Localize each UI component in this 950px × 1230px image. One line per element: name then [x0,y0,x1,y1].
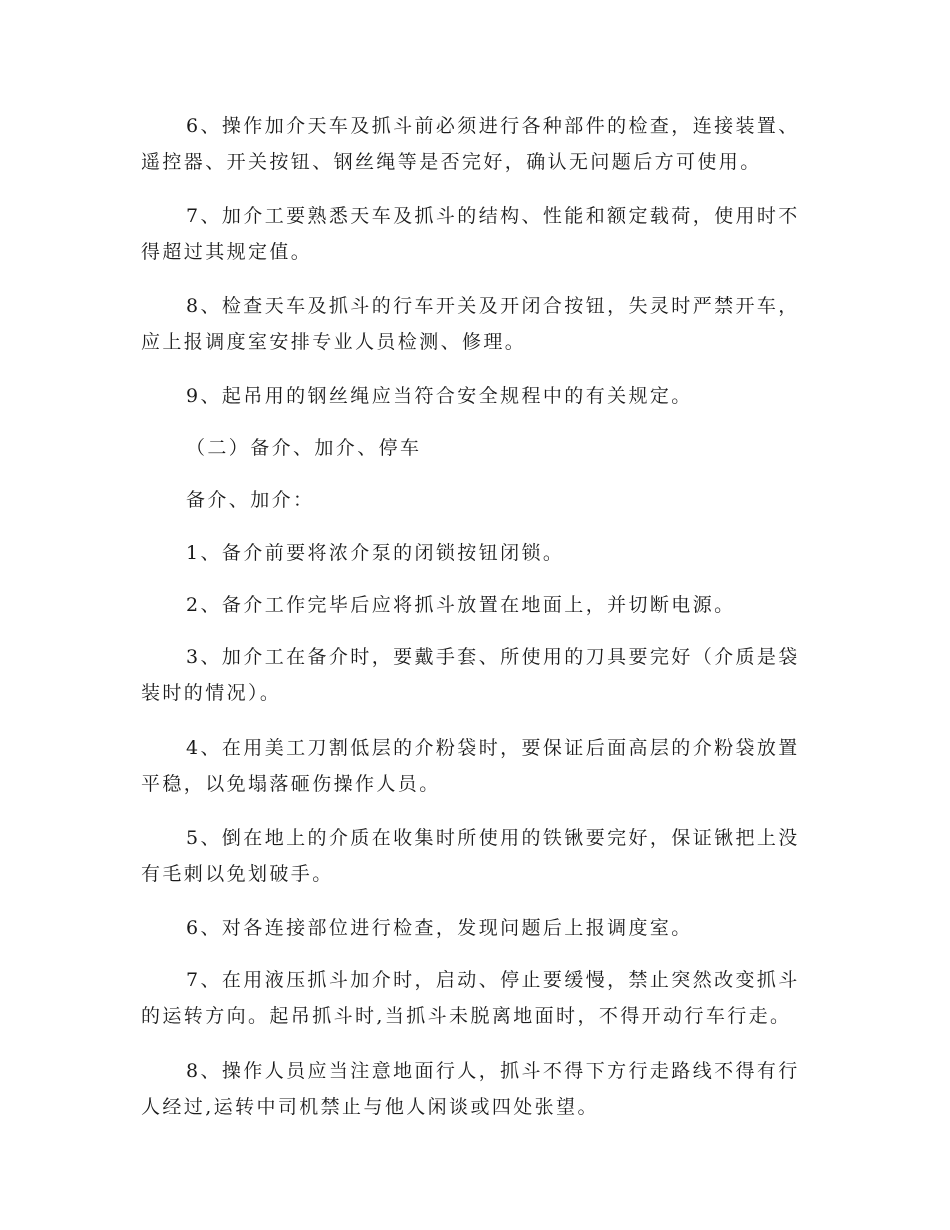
paragraph-step-3: 3、加介工在备介时，要戴手套、所使用的刀具要完好（介质是袋装时的情况）。 [141,646,800,704]
paragraph-item-6-inspection: 6、操作加介天车及抓斗前必须进行各种部件的检查，连接装置、遥控器、开关按钮、钢丝绳等是否完好，确认无问题后方可使用。 [141,115,800,173]
paragraph-step-8: 8、操作人员应当注意地面行人，抓斗不得下方行走路线不得有行人经过,运转中司机禁止与他人闲谈或四处张望。 [141,1060,800,1118]
paragraph-step-6: 6、对各连接部位进行检查，发现问题后上报调度室。 [186,917,693,939]
paragraph-step-4: 4、在用美工刀割低层的介粉袋时，要保证后面高层的介粉袋放置平稳，以免塌落砸伤操作人员。 [141,737,800,795]
paragraph-step-5: 5、倒在地上的介质在收集时所使用的铁锹要完好，保证锹把上没有毛刺以免划破手。 [141,827,800,885]
paragraph-item-7-load: 7、加介工要熟悉天车及抓斗的结构、性能和额定载荷，使用时不得超过其规定值。 [141,205,800,263]
paragraph-step-2: 2、备介工作完毕后应将抓斗放置在地面上，并切断电源。 [186,594,736,616]
paragraph-step-1: 1、备介前要将浓介泵的闭锁按钮闭锁。 [186,542,565,564]
section-heading: （二）备介、加介、停车 [186,437,422,459]
paragraph-item-9-wire-rope: 9、起吊用的钢丝绳应当符合安全规程中的有关规定。 [186,385,693,407]
subsection-heading: 备介、加介： [186,489,315,511]
paragraph-step-7: 7、在用液压抓斗加介时，启动、停止要缓慢，禁止突然改变抓斗的运转方向。起吊抓斗时,当抓斗未脱离地面时，不得开动行车行走。 [141,969,800,1027]
paragraph-item-8-switch: 8、检查天车及抓斗的行车开关及开闭合按钮，失灵时严禁开车，应上报调度室安排专业人员检测、修理。 [141,295,800,353]
